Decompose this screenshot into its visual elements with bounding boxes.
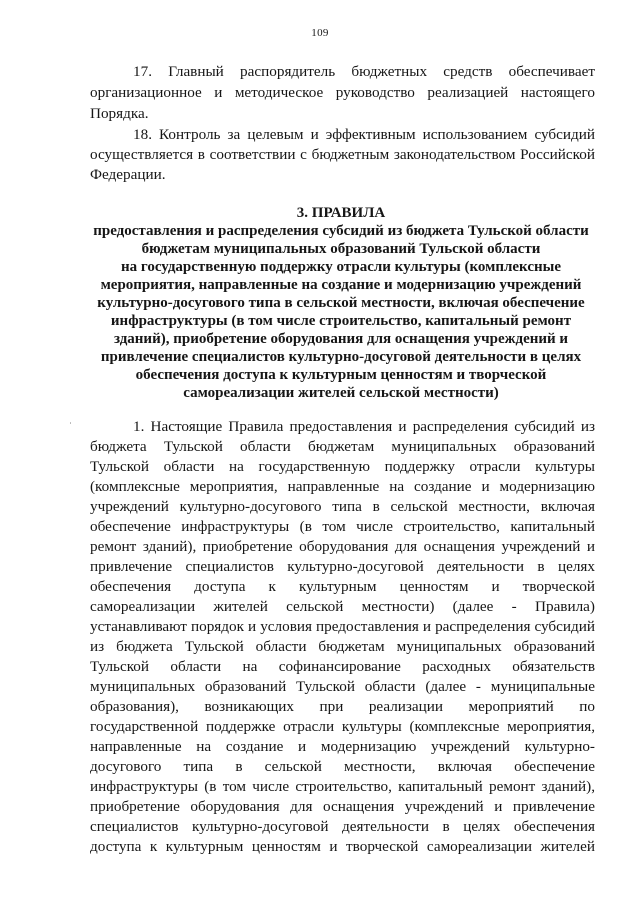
section-subtitle-line: инфраструктуры (в том числе строительство, капитальный ремонт <box>110 313 572 329</box>
section-subtitle-line: предоставления и распределения субсидий из бюджета Тульской области <box>93 223 589 239</box>
section-subtitle-line: обеспечения доступа к культурным ценностям и творческой <box>135 367 547 383</box>
text-line: Федерации. <box>90 166 166 183</box>
text-line: 17. Главный распорядитель бюджетных средств обеспечивает <box>133 63 595 80</box>
text-line: устанавливают порядок и условия предоставления и распределения субсидий <box>90 618 595 635</box>
text-line: государственной поддержке отрасли культуры (комплексные мероприятия, <box>90 718 595 735</box>
text-line: самореализации жителей сельской местности) (далее - Правила) <box>90 598 595 615</box>
section-title: 3. ПРАВИЛА <box>296 205 386 221</box>
section-subtitle-line: зданий), приобретение оборудования для оснащения учреждений и <box>113 331 569 347</box>
section-subtitle-line: на государственную поддержку отрасли культуры (комплексные <box>121 259 561 275</box>
text-line: (комплексные мероприятия, направленные на создание и модернизацию <box>90 478 595 495</box>
text-line: специалистов культурно-досуговой деятельности в целях обеспечения <box>90 818 595 835</box>
text-line: образования), возникающих при реализации мероприятий по <box>90 698 595 715</box>
text-line: Тульской области на государственную поддержку отрасли культуры <box>90 458 595 475</box>
text-line: Тульской области на софинансирование расходных обязательств <box>90 658 595 675</box>
text-line: доступа к культурным ценностям и творческой самореализации жителей <box>90 838 595 855</box>
page-number: 109 <box>311 27 329 39</box>
text-line: бюджета Тульской области бюджетам муниципальных образований <box>90 438 595 455</box>
text-line: инфраструктуры (в том числе строительство, капитальный ремонт зданий), <box>90 778 595 795</box>
section-subtitle-line: самореализации жителей сельской местности) <box>183 385 499 401</box>
text-line: досугового типа в сельской местности, включая обеспечение <box>90 758 595 775</box>
text-line: направленные на создание и модернизацию учреждений культурно- <box>90 738 595 755</box>
text-line: учреждений культурно-досугового типа в сельской местности, включая <box>90 498 595 515</box>
text-line: организационное и методическое руководство реализацией настоящего <box>90 84 595 101</box>
section-subtitle-line: привлечение специалистов культурно-досуговой деятельности в целях <box>100 349 582 365</box>
section-subtitle-line: мероприятия, направленные на создание и модернизацию учреждений <box>100 277 582 293</box>
text-line: приобретение оборудования для оснащения учреждений и привлечение <box>90 798 595 815</box>
margin-mark: ˙ <box>69 421 72 431</box>
section-subtitle-line: бюджетам муниципальных образований Тульской области <box>141 241 541 257</box>
text-line: ремонт зданий), приобретение оборудования для оснащения учреждений и <box>90 538 595 555</box>
section-subtitle-line: культурно-досугового типа в сельской местности, включая обеспечение <box>97 295 585 311</box>
text-line: обеспечение инфраструктуры (в том числе строительство, капитальный <box>90 518 595 535</box>
text-line: 1. Настоящие Правила предоставления и распределения субсидий из <box>133 418 595 435</box>
text-line: 18. Контроль за целевым и эффективным использованием субсидий <box>133 126 595 143</box>
text-line: обеспечения доступа к культурным ценностям и творческой <box>90 578 595 595</box>
text-line: муниципальных образований Тульской области (далее - муниципальные <box>90 678 595 695</box>
text-line: привлечение специалистов культурно-досуговой деятельности в целях <box>90 558 595 575</box>
text-line: осуществляется в соответствии с бюджетным законодательством Российской <box>90 146 595 163</box>
text-line: Порядка. <box>90 105 149 122</box>
text-line: из бюджета Тульской области бюджетам муниципальных образований <box>90 638 595 655</box>
